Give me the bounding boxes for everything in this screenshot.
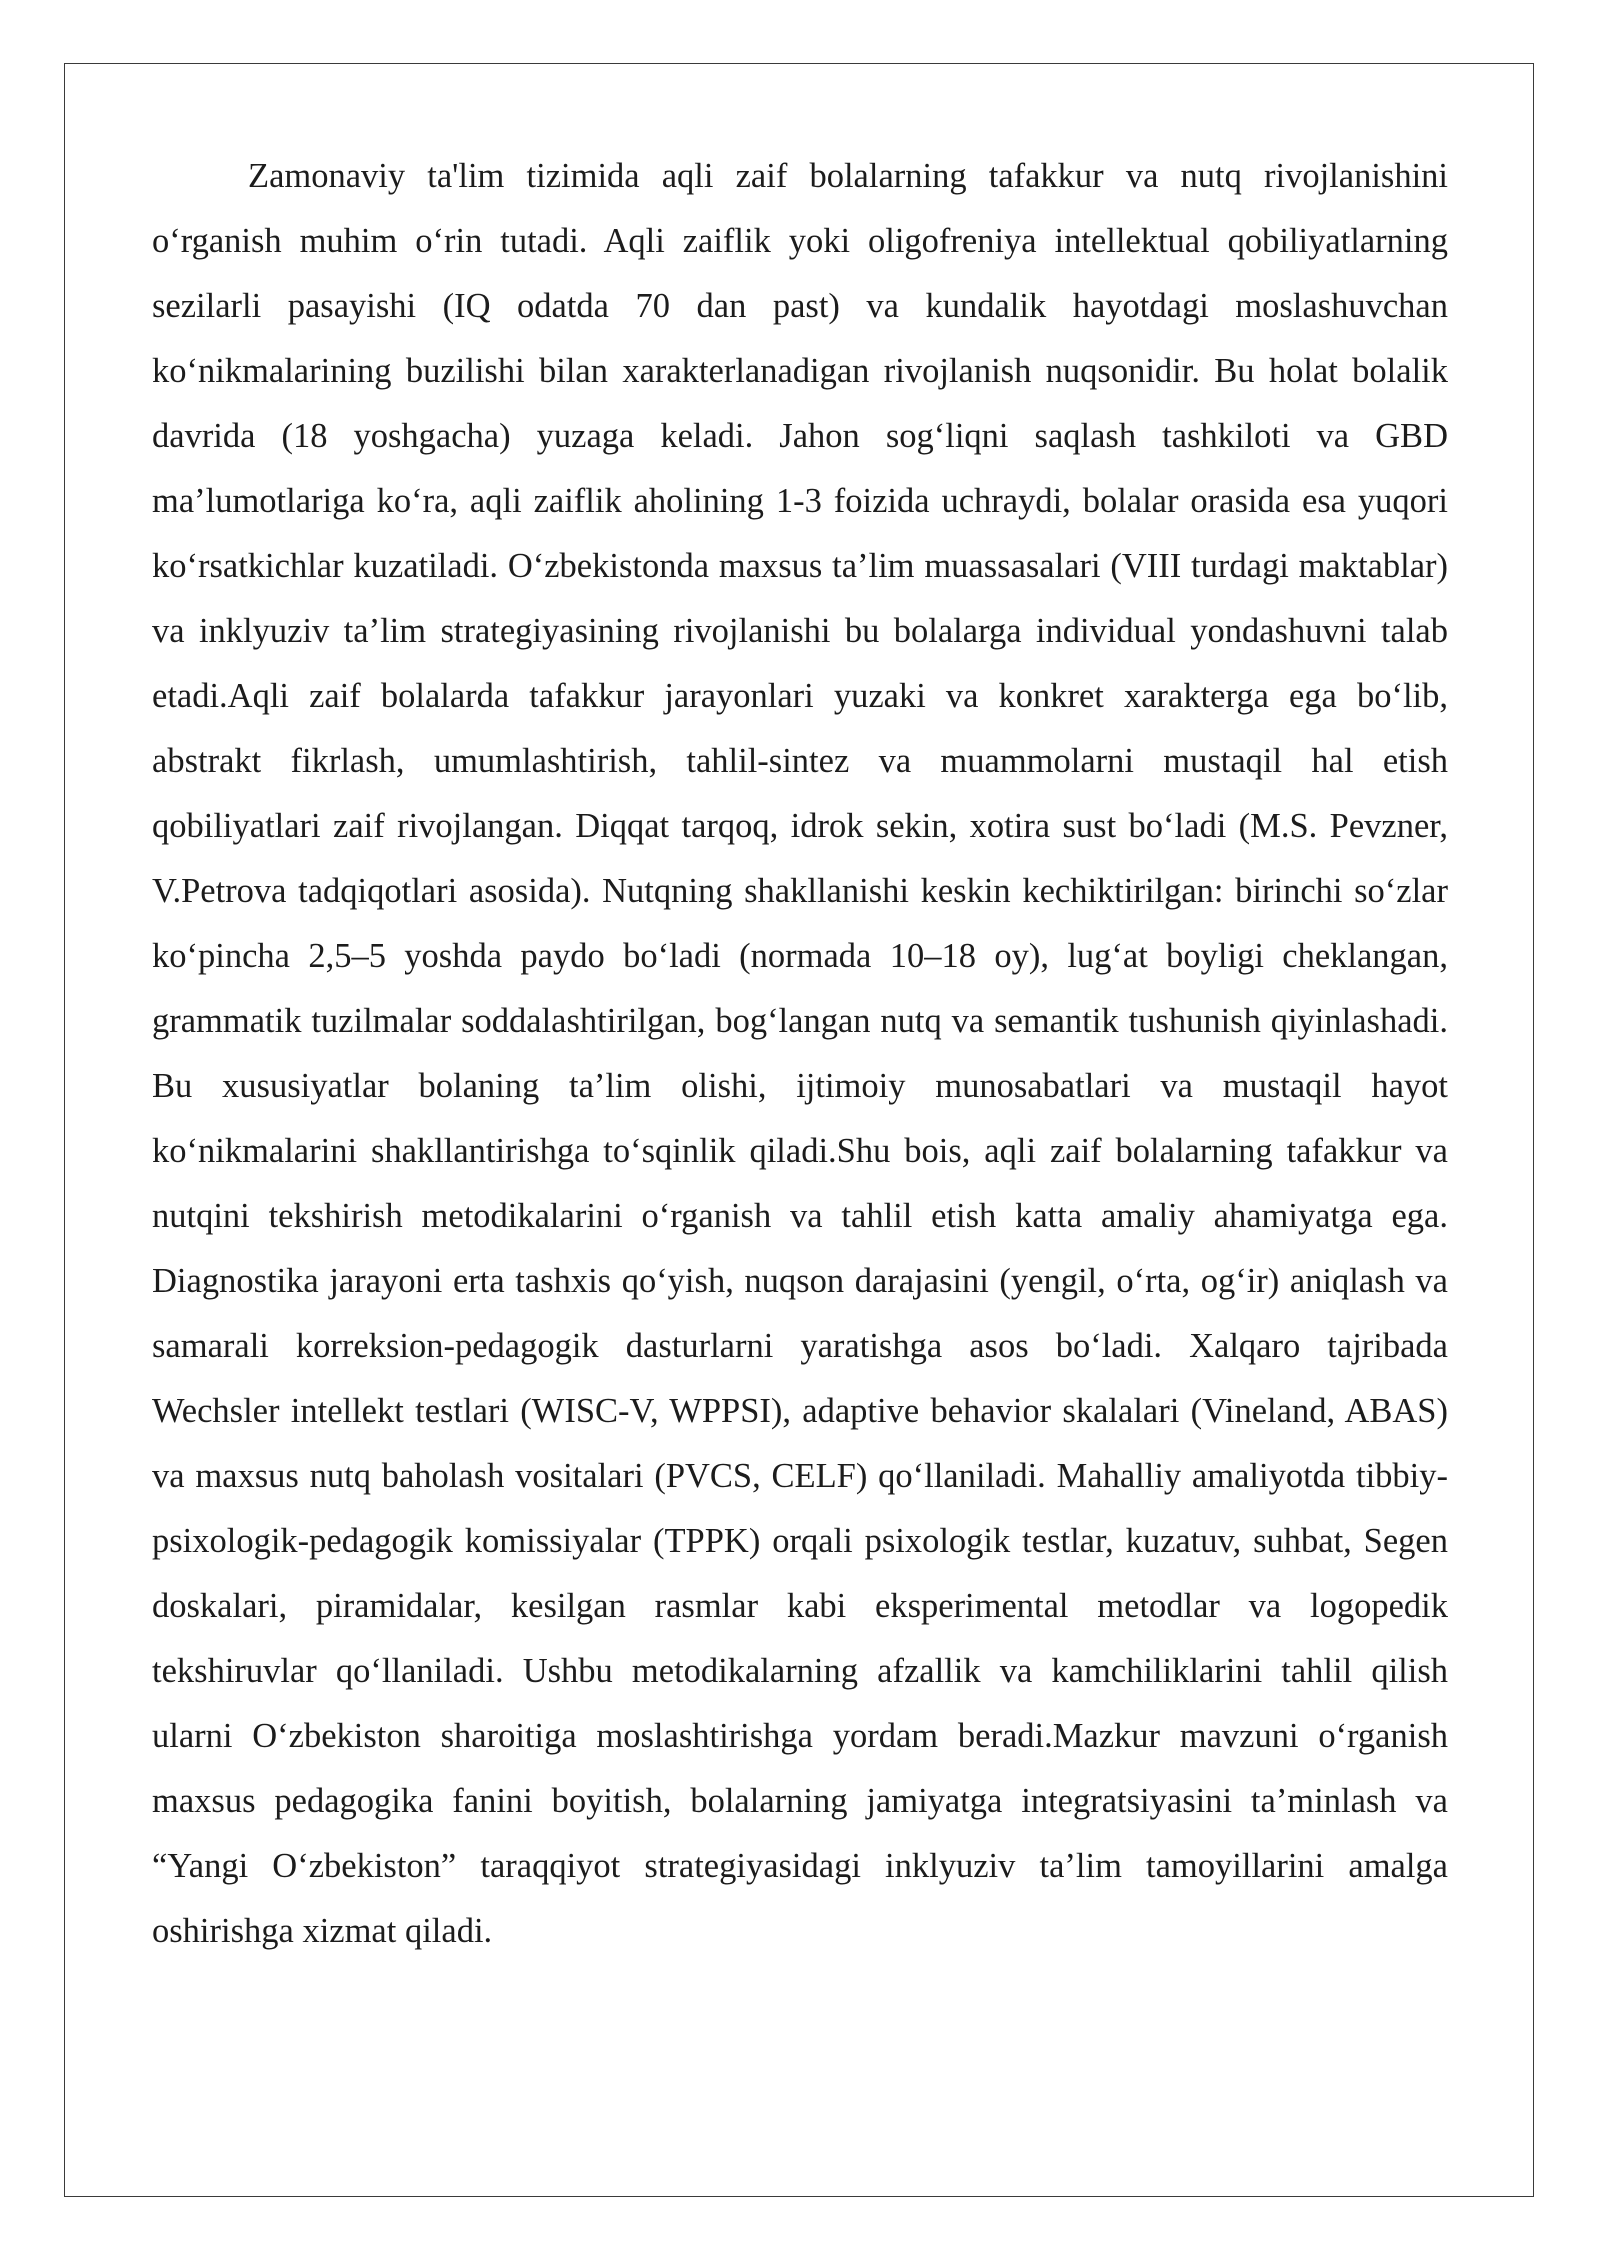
document-body [152,144,1448,1964]
body-paragraph: Zamonaviy ta'lim tizimida aqli zaif bolalarning tafakkur va nutq rivojlanishini o‘rganish muhim o‘rin tutadi. Aqli zaiflik yoki oligofreniya intellektual qobiliyatlarning sezilarli pasayishi (IQ odatda 70 dan past) va kundalik hayotdagi moslashuvchan ko‘nikmalarining buzilishi bilan xarakterlanadigan rivojlanish nuqsonidir. Bu holat bolalik davrida (18 yoshgacha) yuzaga keladi. Jahon sog‘liqni saqlash tashkiloti va GBD ma’lumotlariga ko‘ra, aqli zaiflik aholining 1-3 foizida uchraydi, bolalar orasida esa yuqori ko‘rsatkichlar kuzatiladi. O‘zbekistonda maxsus ta’lim muassasalari (VIII turdagi maktablar) va inklyuziv ta’lim strategiyasining rivojlanishi bu bolalarga individual yondashuvni talab etadi.Aqli zaif bolalarda tafakkur jarayonlari yuzaki va konkret xarakterga ega bo‘lib, abstrakt fikrlash, umumlashtirish, tahlil-sintez va muammolarni mustaqil hal etish qobiliyatlari zaif rivojlangan. Diqqat tarqoq, idrok sekin, xotira sust bo‘ladi (M.S. Pevzner, V.Petrova tadqiqotlari asosida). Nutqning shakllanishi keskin kechiktirilgan: birinchi so‘zlar ko‘pincha 2,5–5 yoshda paydo bo‘ladi (normada 10–18 oy), lug‘at boyligi cheklangan, grammatik tuzilmalar soddalashtirilgan, bog‘langan nutq va semantik tushunish qiyinlashadi. Bu xususiyatlar bolaning ta’lim olishi, ijtimoiy munosabatlari va mustaqil hayot ko‘nikmalarini shakllantirishga to‘sqinlik qiladi.Shu bois, aqli zaif bolalarning tafakkur va nutqini tekshirish metodikalarini o‘rganish va tahlil etish katta amaliy ahamiyatga ega. Diagnostika jarayoni erta tashxis qo‘yish, nuqson darajasini (yengil, o‘rta, og‘ir) aniqlash va samarali korreksion-pedagogik dasturlarni yaratishga asos bo‘ladi. Xalqaro tajribada Wechsler intellekt testlari (WISC-V, WPPSI), adaptive behavior skalalari (Vineland, ABAS) va maxsus nutq baholash vositalari (PVCS, CELF) qo‘llaniladi. Mahalliy amaliyotda tibbiy-psixologik-pedagogik komissiyalar (TPPK) orqali psixologik testlar, kuzatuv, suhbat, Segen doskalari, piramidalar, kesilgan rasmlar kabi eksperimental metodlar va logopedik tekshiruvlar qo‘llaniladi. Ushbu metodikalarning afzallik va kamchiliklarini tahlil qilish ularni O‘zbekiston sharoitiga moslashtirishga yordam beradi.Mazkur mavzuni o‘rganish maxsus pedagogika fanini boyitish, bolalarning jamiyatga integratsiyasini ta’minlash va “Yangi O‘zbekiston” taraqqiyot strategiyasidagi inklyuziv ta’lim tamoyillarini amalga oshirishga xizmat qiladi. [152,157,1448,1950]
